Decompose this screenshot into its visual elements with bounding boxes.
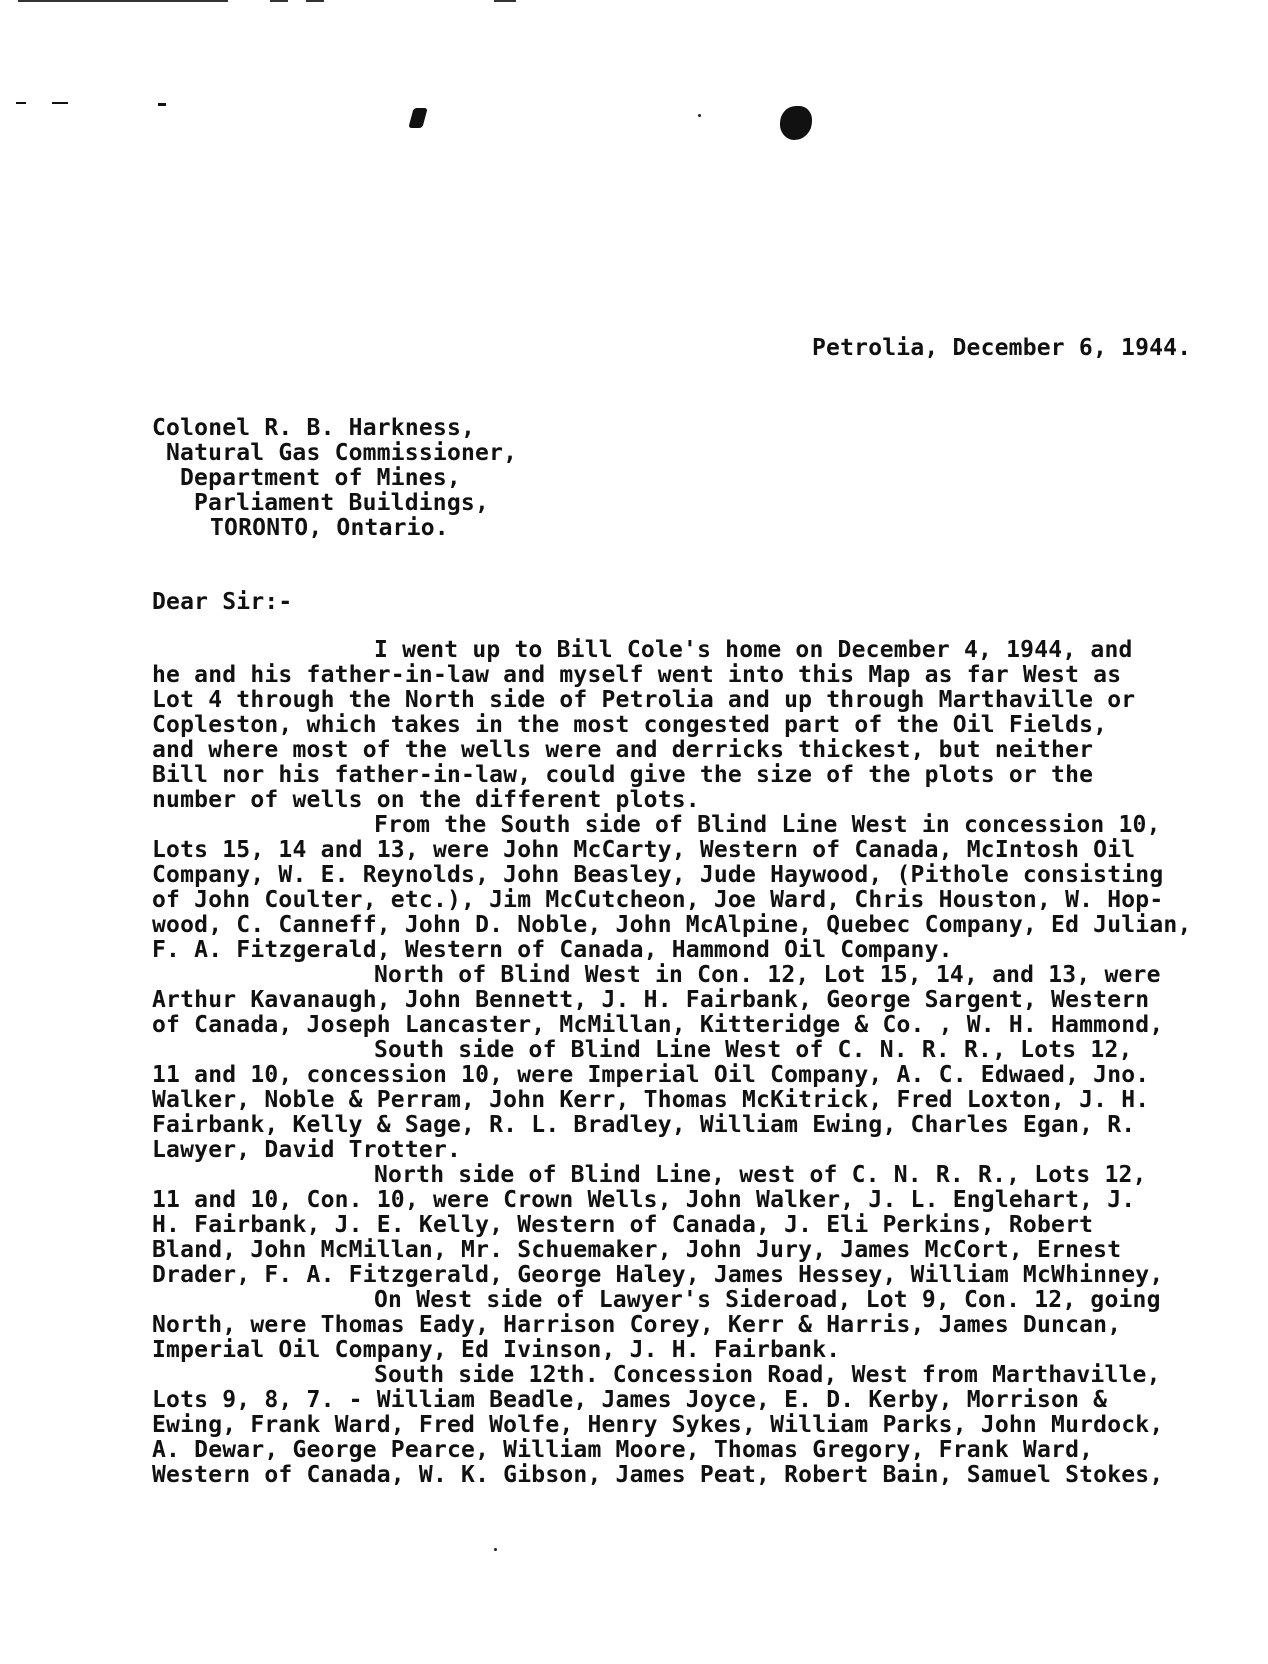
body-line: Bland, John McMillan, Mr. Schuemaker, John Jury, James McCort, Ernest — [152, 1237, 1122, 1263]
punch-mark — [16, 102, 26, 104]
body-line: Bill nor his father-in-law, could give the size of the plots or the — [152, 762, 1094, 788]
body-line: Lots 15, 14 and 13, were John McCarty, Western of Canada, McIntosh Oil — [152, 837, 1136, 863]
body-line: Arthur Kavanaugh, John Bennett, J. H. Fairbank, George Sargent, Western — [152, 987, 1150, 1013]
body-line: Walker, Noble & Perram, John Kerr, Thomas McKitrick, Fred Loxton, J. H. — [152, 1087, 1150, 1113]
punch-mark — [52, 102, 68, 104]
body-line: of John Coulter, etc.), Jim McCutcheon, Joe Ward, Chris Houston, W. Hop- — [152, 887, 1164, 913]
address-line-city: TORONTO, Ontario. — [210, 515, 449, 541]
body-line: Copleston, which takes in the most congested part of the Oil Fields, — [152, 712, 1108, 738]
body-line: A. Dewar, George Pearce, William Moore, Thomas Gregory, Frank Ward, — [152, 1437, 1094, 1463]
body-line: and where most of the wells were and derricks thickest, but neither — [152, 737, 1094, 763]
punch-mark — [408, 108, 427, 128]
body-line: 11 and 10, Con. 10, were Crown Wells, John Walker, J. L. Englehart, J. — [152, 1187, 1136, 1213]
body-line: From the South side of Blind Line West in concession 10, — [374, 812, 1161, 838]
body-line: number of wells on the different plots. — [152, 787, 700, 813]
scan-edge-mark — [306, 0, 324, 2]
address-line-title: Natural Gas Commissioner, — [166, 440, 518, 466]
body-line: North, were Thomas Eady, Harrison Corey, Kerr & Harris, James Duncan, — [152, 1312, 1122, 1338]
body-line: North side of Blind Line, west of C. N. R. R., Lots 12, — [374, 1162, 1147, 1188]
body-line: I went up to Bill Cole's home on December 4, 1944, and — [374, 637, 1133, 663]
salutation: Dear Sir:- — [152, 589, 293, 615]
body-line: F. A. Fitzgerald, Western of Canada, Hammond Oil Company. — [152, 937, 953, 963]
speck-mark — [494, 1548, 497, 1551]
body-line: Drader, F. A. Fitzgerald, George Haley, James Hessey, William McWhinney, — [152, 1262, 1164, 1288]
body-line: Ewing, Frank Ward, Fred Wolfe, Henry Sykes, William Parks, John Murdock, — [152, 1412, 1164, 1438]
body-line: he and his father-in-law and myself went into this Map as far West as — [152, 662, 1122, 688]
punch-mark — [780, 106, 812, 140]
body-line: South side 12th. Concession Road, West from Marthaville, — [374, 1362, 1161, 1388]
punch-mark — [158, 103, 166, 106]
body-line: On West side of Lawyer's Sideroad, Lot 9, Con. 12, going — [374, 1287, 1161, 1313]
speck-mark — [698, 114, 701, 117]
body-line: Lawyer, David Trotter. — [152, 1137, 462, 1163]
body-line: Lot 4 through the North side of Petrolia and up through Marthaville or — [152, 687, 1136, 713]
body-line: Fairbank, Kelly & Sage, R. L. Bradley, William Ewing, Charles Egan, R. — [152, 1112, 1136, 1138]
body-line: Lots 9, 8, 7. - William Beadle, James Joyce, E. D. Kerby, Morrison & — [152, 1387, 1108, 1413]
body-line: H. Fairbank, J. E. Kelly, Western of Canada, J. Eli Perkins, Robert — [152, 1212, 1094, 1238]
body-line: South side of Blind Line West of C. N. R. R., Lots 12, — [374, 1037, 1133, 1063]
body-line: wood, C. Canneff, John D. Noble, John McAlpine, Quebec Company, Ed Julian, — [152, 912, 1192, 938]
scan-edge-mark — [270, 0, 288, 2]
body-line: North of Blind West in Con. 12, Lot 15, 14, and 13, were — [374, 962, 1161, 988]
scan-edge-mark — [494, 0, 516, 2]
address-line-name: Colonel R. B. Harkness, — [152, 415, 476, 441]
body-line: Imperial Oil Company, Ed Ivinson, J. H. Fairbank. — [152, 1337, 841, 1363]
body-line: Company, W. E. Reynolds, John Beasley, Jude Haywood, (Pithole consisting — [152, 862, 1164, 888]
body-line: of Canada, Joseph Lancaster, McMillan, Kitteridge & Co. , W. H. Hammond, — [152, 1012, 1164, 1038]
body-line: 11 and 10, concession 10, were Imperial Oil Company, A. C. Edwaed, Jno. — [152, 1062, 1150, 1088]
address-line-department: Department of Mines, — [180, 465, 461, 491]
body-line: Western of Canada, W. K. Gibson, James Peat, Robert Bain, Samuel Stokes, — [152, 1462, 1164, 1488]
address-line-building: Parliament Buildings, — [194, 490, 489, 516]
dateline: Petrolia, December 6, 1944. — [812, 335, 1192, 361]
scan-edge-mark — [18, 0, 228, 2]
